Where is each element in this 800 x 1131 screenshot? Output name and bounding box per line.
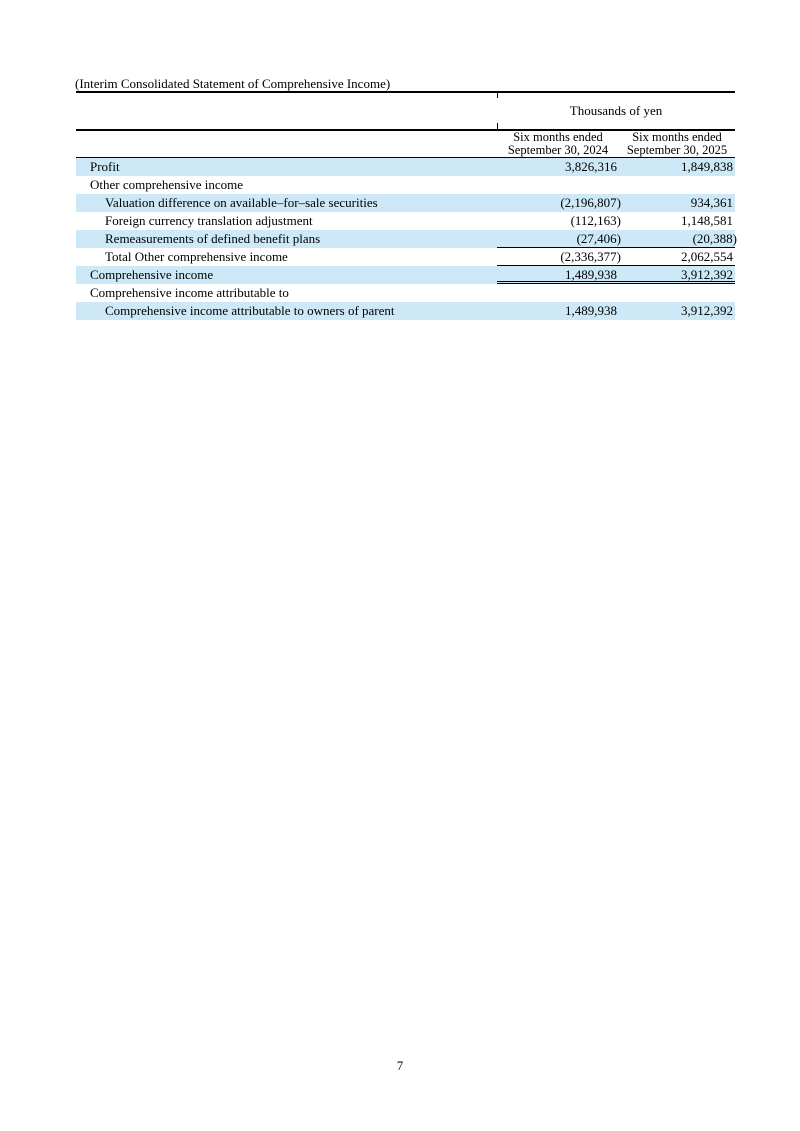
unit-label: Thousands of yen xyxy=(569,103,663,118)
value-text: (2,336,377) xyxy=(560,249,621,264)
value-text: (20,388) xyxy=(692,231,737,246)
table-row xyxy=(76,158,735,176)
row-value-2025 xyxy=(619,176,735,194)
row-value-2025 xyxy=(619,158,735,176)
row-label: Comprehensive income xyxy=(90,267,214,282)
row-value-2025 xyxy=(619,284,735,302)
row-value-2024 xyxy=(497,158,619,176)
period-headers xyxy=(497,131,735,157)
row-value-2025 xyxy=(619,302,735,320)
table-row xyxy=(76,176,735,194)
row-label: Comprehensive income attributable to owners of parent xyxy=(105,303,395,318)
row-label: Comprehensive income attributable to xyxy=(90,285,289,300)
row-value-2024 xyxy=(497,212,619,230)
value-text: 1,148,581 xyxy=(681,213,733,228)
page-number: 7 xyxy=(396,1059,404,1073)
value-text: (27,406) xyxy=(576,231,621,246)
row-value-2024 xyxy=(497,284,619,302)
value-text: 1,489,938 xyxy=(565,303,617,318)
value-text: 3,912,392 xyxy=(681,267,733,282)
table-row xyxy=(76,230,735,248)
row-label: Valuation difference on available–for–sale securities xyxy=(105,195,378,210)
value-text: 3,826,316 xyxy=(565,159,617,174)
row-label: Other comprehensive income xyxy=(90,177,244,192)
row-value-2025 xyxy=(619,248,735,266)
row-value-2025 xyxy=(619,230,735,248)
value-text: 3,912,392 xyxy=(681,303,733,318)
row-label: Remeasurements of defined benefit plans xyxy=(105,231,321,246)
table-row xyxy=(76,302,735,320)
row-value-2025 xyxy=(619,212,735,230)
row-value-2024 xyxy=(497,176,619,194)
period-header-2025 xyxy=(619,131,735,157)
table-row xyxy=(76,284,735,302)
value-text: 934,361 xyxy=(690,195,733,210)
value-text: 1,489,938 xyxy=(565,267,617,282)
table-row xyxy=(76,194,735,212)
statement-table xyxy=(76,77,735,320)
row-value-2024 xyxy=(497,230,619,248)
value-text: 1,849,838 xyxy=(681,159,733,174)
table-row xyxy=(76,212,735,230)
doc-title: (Interim Consolidated Statement of Comprehensive Income) xyxy=(75,76,391,91)
value-text: 2,062,554 xyxy=(681,249,733,264)
period-header-line2: September 30, 2025 xyxy=(626,143,728,157)
row-value-2025 xyxy=(619,194,735,212)
value-text: (2,196,807) xyxy=(560,195,621,210)
period-header-line2: September 30, 2024 xyxy=(507,143,609,157)
table-row xyxy=(76,248,735,266)
row-value-2024 xyxy=(497,266,619,284)
row-label: Foreign currency translation adjustment xyxy=(105,213,313,228)
table-row xyxy=(76,266,735,284)
table-rows xyxy=(76,158,735,320)
title-rule xyxy=(76,91,735,93)
period-header-line1: Six months ended xyxy=(632,130,722,144)
row-label: Profit xyxy=(90,159,120,174)
period-header-line1: Six months ended xyxy=(513,130,603,144)
row-value-2024 xyxy=(497,302,619,320)
column-separator-tick-top xyxy=(497,93,498,98)
period-header-2024 xyxy=(497,131,619,157)
row-value-2024 xyxy=(497,194,619,212)
row-value-2025 xyxy=(619,266,735,284)
row-label: Total Other comprehensive income xyxy=(105,249,288,264)
value-text: (112,163) xyxy=(570,213,621,228)
row-value-2024 xyxy=(497,248,619,266)
